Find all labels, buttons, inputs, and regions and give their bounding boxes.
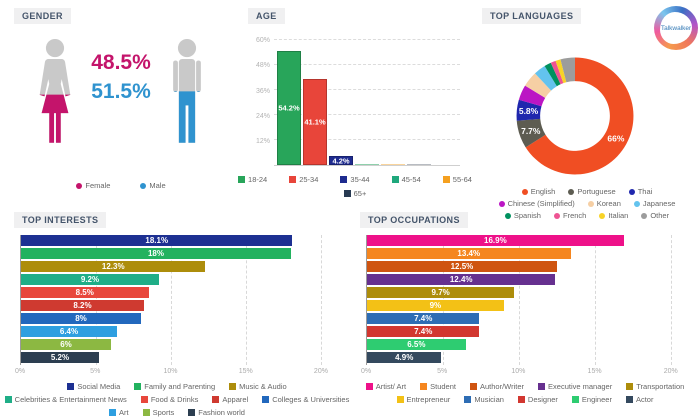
languages-donut-chart: [509, 50, 641, 182]
occupations-x-axis: [360, 368, 686, 378]
legend-item-portuguese[interactable]: [568, 187, 615, 196]
legend-dot-icon: [76, 183, 82, 189]
legend-label: English: [530, 187, 556, 196]
legend-label: Japanese: [642, 199, 676, 208]
legend-label: 45-54: [401, 175, 421, 184]
legend-swatch-icon: [141, 396, 148, 403]
interests-bar-chart: [14, 235, 336, 375]
panel-top-languages: [474, 4, 700, 220]
legend-swatch-icon: [420, 383, 427, 390]
panel-title-gender: GENDER: [14, 8, 71, 24]
bar-value-label: 9.7%: [431, 288, 450, 297]
legend-item-male[interactable]: [140, 181, 165, 190]
gender-legend: [6, 177, 236, 190]
bar-value-label: 4.9%: [395, 353, 414, 362]
legend-item-65[interactable]: [344, 189, 367, 198]
gridline: [321, 235, 322, 365]
legend-row: [6, 395, 348, 404]
interests-x-axis: [14, 368, 336, 378]
bar-value-label: 9.2%: [80, 275, 100, 284]
bar-value-label: 6.4%: [59, 327, 79, 336]
bar-celebrities-entertainment-news[interactable]: [21, 274, 159, 285]
legend-item-artist-art[interactable]: [366, 382, 406, 391]
bar-value-label: 9%: [429, 301, 442, 310]
legend-row: [6, 408, 348, 417]
panel-title-top-occupations: TOP OCCUPATIONS: [360, 212, 468, 228]
bar-35-44[interactable]: [329, 156, 353, 165]
x-axis-tick: 20%: [663, 368, 678, 375]
legend-label: Other: [650, 211, 670, 220]
x-axis-tick: 5%: [437, 368, 448, 375]
legend-row: [6, 181, 236, 190]
bar-music-audio[interactable]: [21, 261, 205, 272]
legend-row: [474, 187, 700, 196]
legend-swatch-icon: [340, 176, 347, 183]
y-axis-tick: 60%: [255, 37, 270, 45]
bar-value-label: 18.1%: [145, 236, 169, 245]
legend-row: [474, 199, 700, 208]
legend-label: Executive manager: [548, 382, 613, 391]
bar-value-label: 6.5%: [407, 340, 426, 349]
bar-25-34[interactable]: [303, 79, 327, 165]
bar-social-media[interactable]: [21, 235, 292, 246]
bar-apparel[interactable]: [21, 300, 144, 311]
bar-value-label: 12.3%: [101, 262, 125, 271]
legend-label: 25-34: [299, 175, 319, 184]
legend-dot-icon: [588, 201, 594, 207]
legend-item-fashion-world[interactable]: [188, 408, 245, 417]
interests-legend: [6, 382, 348, 417]
legend-item-35-44[interactable]: [340, 175, 369, 184]
legend-swatch-icon: [518, 396, 525, 403]
legend-label: Engineer: [581, 395, 612, 404]
legend-label: 18-24: [248, 175, 268, 184]
panel-top-occupations: [352, 208, 698, 410]
legend-label: Portuguese: [577, 187, 616, 196]
legend-item-55-64[interactable]: [443, 175, 472, 184]
x-axis-tick: 5%: [90, 368, 101, 375]
donut-slice-label: 7.7%: [521, 125, 541, 136]
panel-title-top-interests: TOP INTERESTS: [14, 212, 106, 228]
x-axis-tick: 20%: [313, 368, 328, 375]
bar-value-label: 12.4%: [449, 275, 473, 284]
legend-item-18-24[interactable]: [238, 175, 267, 184]
bar-colleges-universities[interactable]: [21, 313, 141, 324]
bar-family-and-parenting[interactable]: [21, 248, 291, 259]
legend-label: 55-64: [452, 175, 472, 184]
legend-swatch-icon: [229, 383, 236, 390]
legend-label: Colleges & Universities: [272, 395, 350, 404]
legend-item-english[interactable]: [522, 187, 556, 196]
bar-value-label: 8%: [75, 314, 87, 323]
occupations-bar-chart: [360, 235, 686, 375]
legend-label: Family and Parenting: [144, 382, 216, 391]
legend-row: [240, 175, 470, 184]
bars-group: [277, 51, 431, 165]
legend-swatch-icon: [626, 396, 633, 403]
legend-item-designer[interactable]: [518, 395, 558, 404]
legend-item-art[interactable]: [109, 408, 129, 417]
legend-item-female[interactable]: [76, 181, 110, 190]
legend-dot-icon: [568, 189, 574, 195]
bar-student[interactable]: [367, 248, 571, 259]
legend-swatch-icon: [67, 383, 74, 390]
legend-item-student[interactable]: [420, 382, 456, 391]
bar-designer[interactable]: [367, 326, 479, 337]
legend-label: Male: [149, 181, 166, 190]
bar-value-label: 12.5%: [450, 262, 474, 271]
bar-55-64[interactable]: [381, 164, 405, 165]
bar-value-label: 13.4%: [457, 249, 481, 258]
legend-swatch-icon: [392, 176, 399, 183]
occupations-legend: [352, 382, 698, 404]
legend-swatch-icon: [464, 396, 471, 403]
legend-label: Author/Writer: [479, 382, 525, 391]
bar-value-label: 5.2%: [50, 353, 70, 362]
legend-item-engineer[interactable]: [572, 395, 612, 404]
legend-label: Artist/ Art: [375, 382, 407, 391]
legend-label: Apparel: [222, 395, 249, 404]
legend-swatch-icon: [344, 190, 351, 197]
legend-label: French: [562, 211, 587, 220]
legend-label: Chinese (Simplified): [507, 199, 575, 208]
donut-slice-label: 66%: [607, 133, 625, 144]
legend-label: Music & Audio: [239, 382, 287, 391]
panel-top-interests: [6, 208, 350, 417]
legend-row: [240, 189, 470, 198]
legend-label: Spanish: [513, 211, 541, 220]
legend-item-food-drinks[interactable]: [141, 395, 199, 404]
legend-item-colleges-universities[interactable]: [262, 395, 349, 404]
legend-dot-icon: [499, 201, 505, 207]
age-legend: [240, 175, 470, 198]
legend-label: Sports: [152, 408, 175, 417]
gender-values: [91, 50, 151, 104]
female-icon: [31, 38, 79, 148]
x-axis-tick: 10%: [163, 368, 178, 375]
legend-item-sports[interactable]: [143, 408, 175, 417]
interests-plot-area: [20, 235, 336, 365]
legend-item-entrepreneur[interactable]: [397, 395, 451, 404]
legend-swatch-icon: [626, 383, 633, 390]
legend-swatch-icon: [5, 396, 12, 403]
age-bar-chart: [246, 34, 464, 166]
panel-age: [240, 4, 470, 204]
gridline: [671, 235, 672, 365]
legend-swatch-icon: [366, 383, 373, 390]
legend-item-family-and-parenting[interactable]: [134, 382, 215, 391]
legend-label: Italian: [608, 211, 629, 220]
legend-label: Transportation: [636, 382, 685, 391]
legend-swatch-icon: [572, 396, 579, 403]
bar-musician[interactable]: [367, 313, 479, 324]
legend-dot-icon: [629, 189, 635, 195]
legend-row: [352, 382, 698, 391]
legend-label: Actor: [635, 395, 654, 404]
legend-swatch-icon: [188, 409, 195, 416]
bar-art[interactable]: [21, 326, 117, 337]
legend-item-45-54[interactable]: [392, 175, 421, 184]
legend-label: Designer: [527, 395, 558, 404]
bar-value-label: 54.2%: [278, 103, 300, 113]
panel-title-top-languages: TOP LANGUAGES: [482, 8, 581, 24]
talkwalker-logo: [654, 6, 698, 50]
legend-item-japanese[interactable]: [634, 199, 676, 208]
legend-item-thai[interactable]: [629, 187, 653, 196]
legend-swatch-icon: [470, 383, 477, 390]
talkwalker-logo-text: Talkwalker: [660, 24, 692, 32]
gridline: [595, 235, 596, 365]
legend-dot-icon: [140, 183, 146, 189]
bar-45-54[interactable]: [355, 164, 379, 165]
legend-row: [352, 395, 698, 404]
legend-swatch-icon: [289, 176, 296, 183]
legend-label: 35-44: [350, 175, 370, 184]
x-axis-tick: 0%: [360, 368, 372, 375]
bar-value-label: 4.2%: [332, 156, 350, 166]
legend-swatch-icon: [134, 383, 141, 390]
legend-item-musician[interactable]: [464, 395, 504, 404]
legend-swatch-icon: [262, 396, 269, 403]
legend-item-celebrities-entertainment-news[interactable]: [5, 395, 127, 404]
legend-swatch-icon: [143, 409, 150, 416]
bar-engineer[interactable]: [367, 339, 466, 350]
legend-item-korean[interactable]: [588, 199, 621, 208]
bar-sports[interactable]: [21, 339, 111, 350]
x-axis-tick: 15%: [587, 368, 602, 375]
male-percentage: 51.5%: [91, 80, 151, 104]
legend-swatch-icon: [109, 409, 116, 416]
legend-label: 65+: [353, 189, 367, 198]
bar-value-label: 18%: [147, 249, 164, 258]
bar-artist-art[interactable]: [367, 235, 624, 246]
legend-item-executive-manager[interactable]: [538, 382, 612, 391]
legend-label: Celebrities & Entertainment News: [14, 395, 127, 404]
legend-item-music-audio[interactable]: [229, 382, 287, 391]
legend-label: Entrepreneur: [406, 395, 451, 404]
panel-title-age: AGE: [248, 8, 285, 24]
gender-pictogram: [6, 38, 236, 148]
bar-entrepreneur[interactable]: [367, 300, 504, 311]
legend-row: [6, 382, 348, 391]
legend-label: Female: [85, 181, 111, 190]
male-icon: [163, 38, 211, 148]
bar-value-label: 41.1%: [304, 117, 326, 127]
legend-label: Art: [119, 408, 129, 417]
age-plot-area: [274, 34, 460, 166]
legend-label: Social Media: [77, 382, 121, 391]
donut-slice-label: 5.8%: [518, 106, 539, 117]
bar-value-label: 8.5%: [75, 288, 94, 297]
legend-label: Fashion world: [198, 408, 245, 417]
legend-label: Thai: [637, 187, 653, 196]
x-axis-tick: 15%: [238, 368, 253, 375]
panel-gender: [6, 4, 236, 204]
legend-label: Musician: [474, 395, 504, 404]
legend-item-transportation[interactable]: [626, 382, 684, 391]
legend-label: Korean: [596, 199, 621, 208]
y-axis-tick: 36%: [255, 87, 270, 95]
x-axis-tick: 10%: [511, 368, 526, 375]
bar-actor[interactable]: [367, 352, 441, 363]
y-axis-tick: 12%: [255, 137, 270, 145]
gridline: [274, 39, 460, 40]
y-axis-tick: 24%: [255, 112, 270, 120]
bar-author-writer[interactable]: [367, 261, 557, 272]
legend-item-25-34[interactable]: [289, 175, 318, 184]
legend-swatch-icon: [443, 176, 450, 183]
legend-label: Food & Drinks: [150, 395, 199, 404]
legend-item-apparel[interactable]: [212, 395, 248, 404]
bar-value-label: 8.2%: [73, 301, 92, 310]
legend-dot-icon: [522, 189, 528, 195]
legend-swatch-icon: [397, 396, 404, 403]
bar-food-drinks[interactable]: [21, 287, 149, 298]
bar-transportation[interactable]: [367, 287, 514, 298]
bar-value-label: 7.4%: [414, 314, 433, 323]
legend-item-social-media[interactable]: [67, 382, 120, 391]
bar-18-24[interactable]: [277, 51, 301, 165]
bar-65[interactable]: [407, 164, 431, 165]
bar-value-label: 16.9%: [484, 236, 507, 245]
legend-swatch-icon: [212, 396, 219, 403]
bar-executive-manager[interactable]: [367, 274, 555, 285]
bar-value-label: 7.4%: [414, 327, 433, 336]
legend-item-chinese-simplified[interactable]: [499, 199, 575, 208]
legend-dot-icon: [634, 201, 640, 207]
legend-swatch-icon: [538, 383, 545, 390]
bar-fashion-world[interactable]: [21, 352, 99, 363]
legend-item-actor[interactable]: [626, 395, 654, 404]
female-percentage: 48.5%: [91, 51, 151, 74]
occupations-plot-area: [366, 235, 686, 365]
y-axis-tick: 48%: [255, 62, 270, 70]
legend-item-author-writer[interactable]: [470, 382, 524, 391]
bar-value-label: 6%: [60, 340, 72, 349]
x-axis-tick: 0%: [14, 368, 26, 375]
legend-swatch-icon: [238, 176, 245, 183]
legend-label: Student: [430, 382, 456, 391]
